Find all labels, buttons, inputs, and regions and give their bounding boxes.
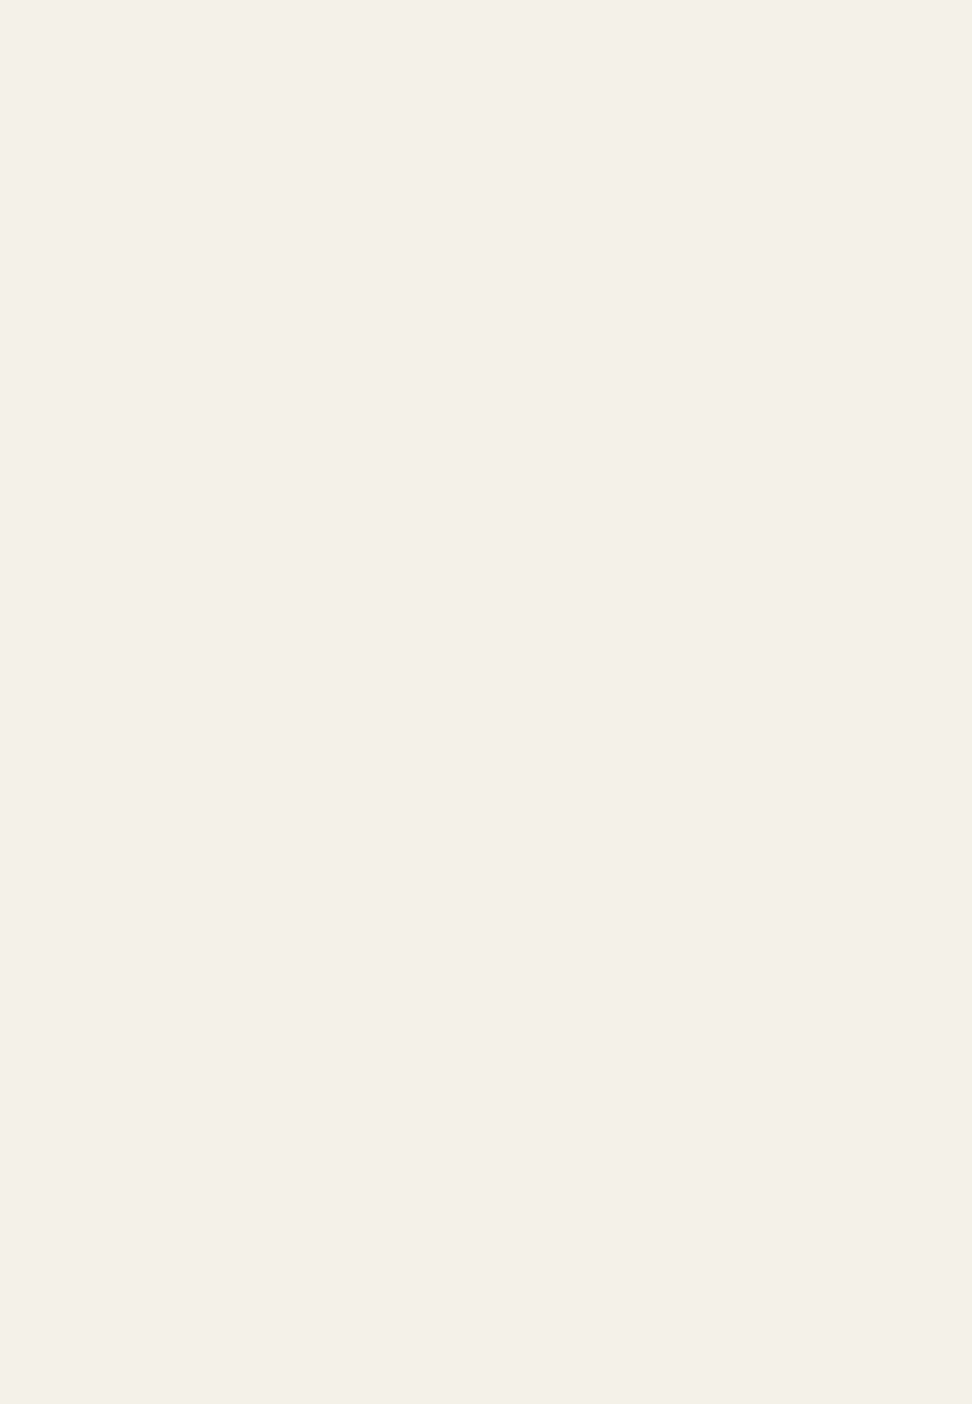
running-header — [54, 22, 928, 56]
